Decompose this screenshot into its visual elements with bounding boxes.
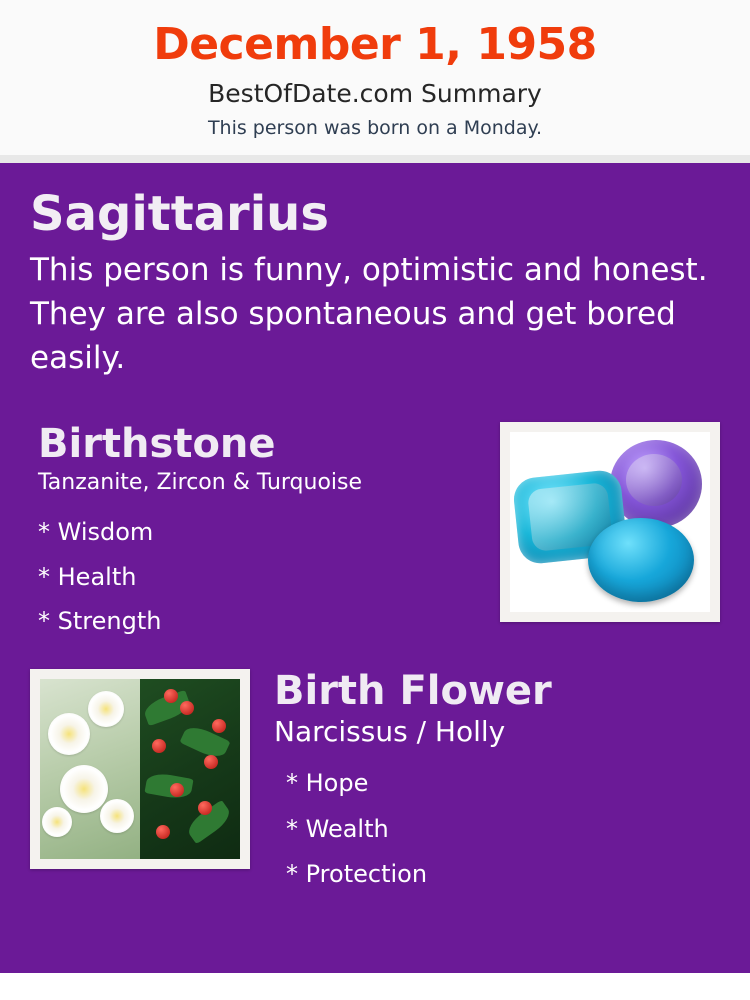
birthflower-title: Birth Flower [274,668,552,715]
birthstone-names: Tanzanite, Zircon & Turquoise [38,469,363,495]
zodiac-sign: Sagittarius [30,185,329,242]
list-item: * Protection [286,860,428,889]
birth-day-text: This person was born on a Monday. [207,116,543,139]
list-item: * Wisdom [38,518,154,547]
birthstone-image [510,432,710,612]
site-name: BestOfDate.com Summary [208,79,542,109]
page-header [0,0,750,155]
main-panel [0,163,750,973]
holly-photo [140,679,240,859]
birthflower-section [30,669,720,897]
gem-oval-icon [588,518,694,602]
birthflower-image [40,679,240,859]
narcissus-photo [40,679,140,859]
birthflower-traits [274,761,720,898]
page-title: December 1, 1958 [153,19,597,70]
list-item: * Hope [286,768,369,797]
birthstone-section [30,422,720,644]
list-item: * Health [38,562,137,591]
header-divider [0,155,750,163]
birthstone-traits [38,510,500,643]
birthflower-photo-frame [30,669,250,869]
birthstone-title: Birthstone [38,420,276,467]
list-item: * Strength [38,606,162,635]
birthstone-text-block [30,422,500,644]
birthflower-names: Narcissus / Holly [274,715,506,749]
birthstone-photo-frame [500,422,720,622]
list-item: * Wealth [286,814,389,843]
birthflower-text-block [250,669,720,897]
zodiac-description: This person is funny, optimistic and honest. They are also spontaneous and get bored easily. [30,251,708,376]
